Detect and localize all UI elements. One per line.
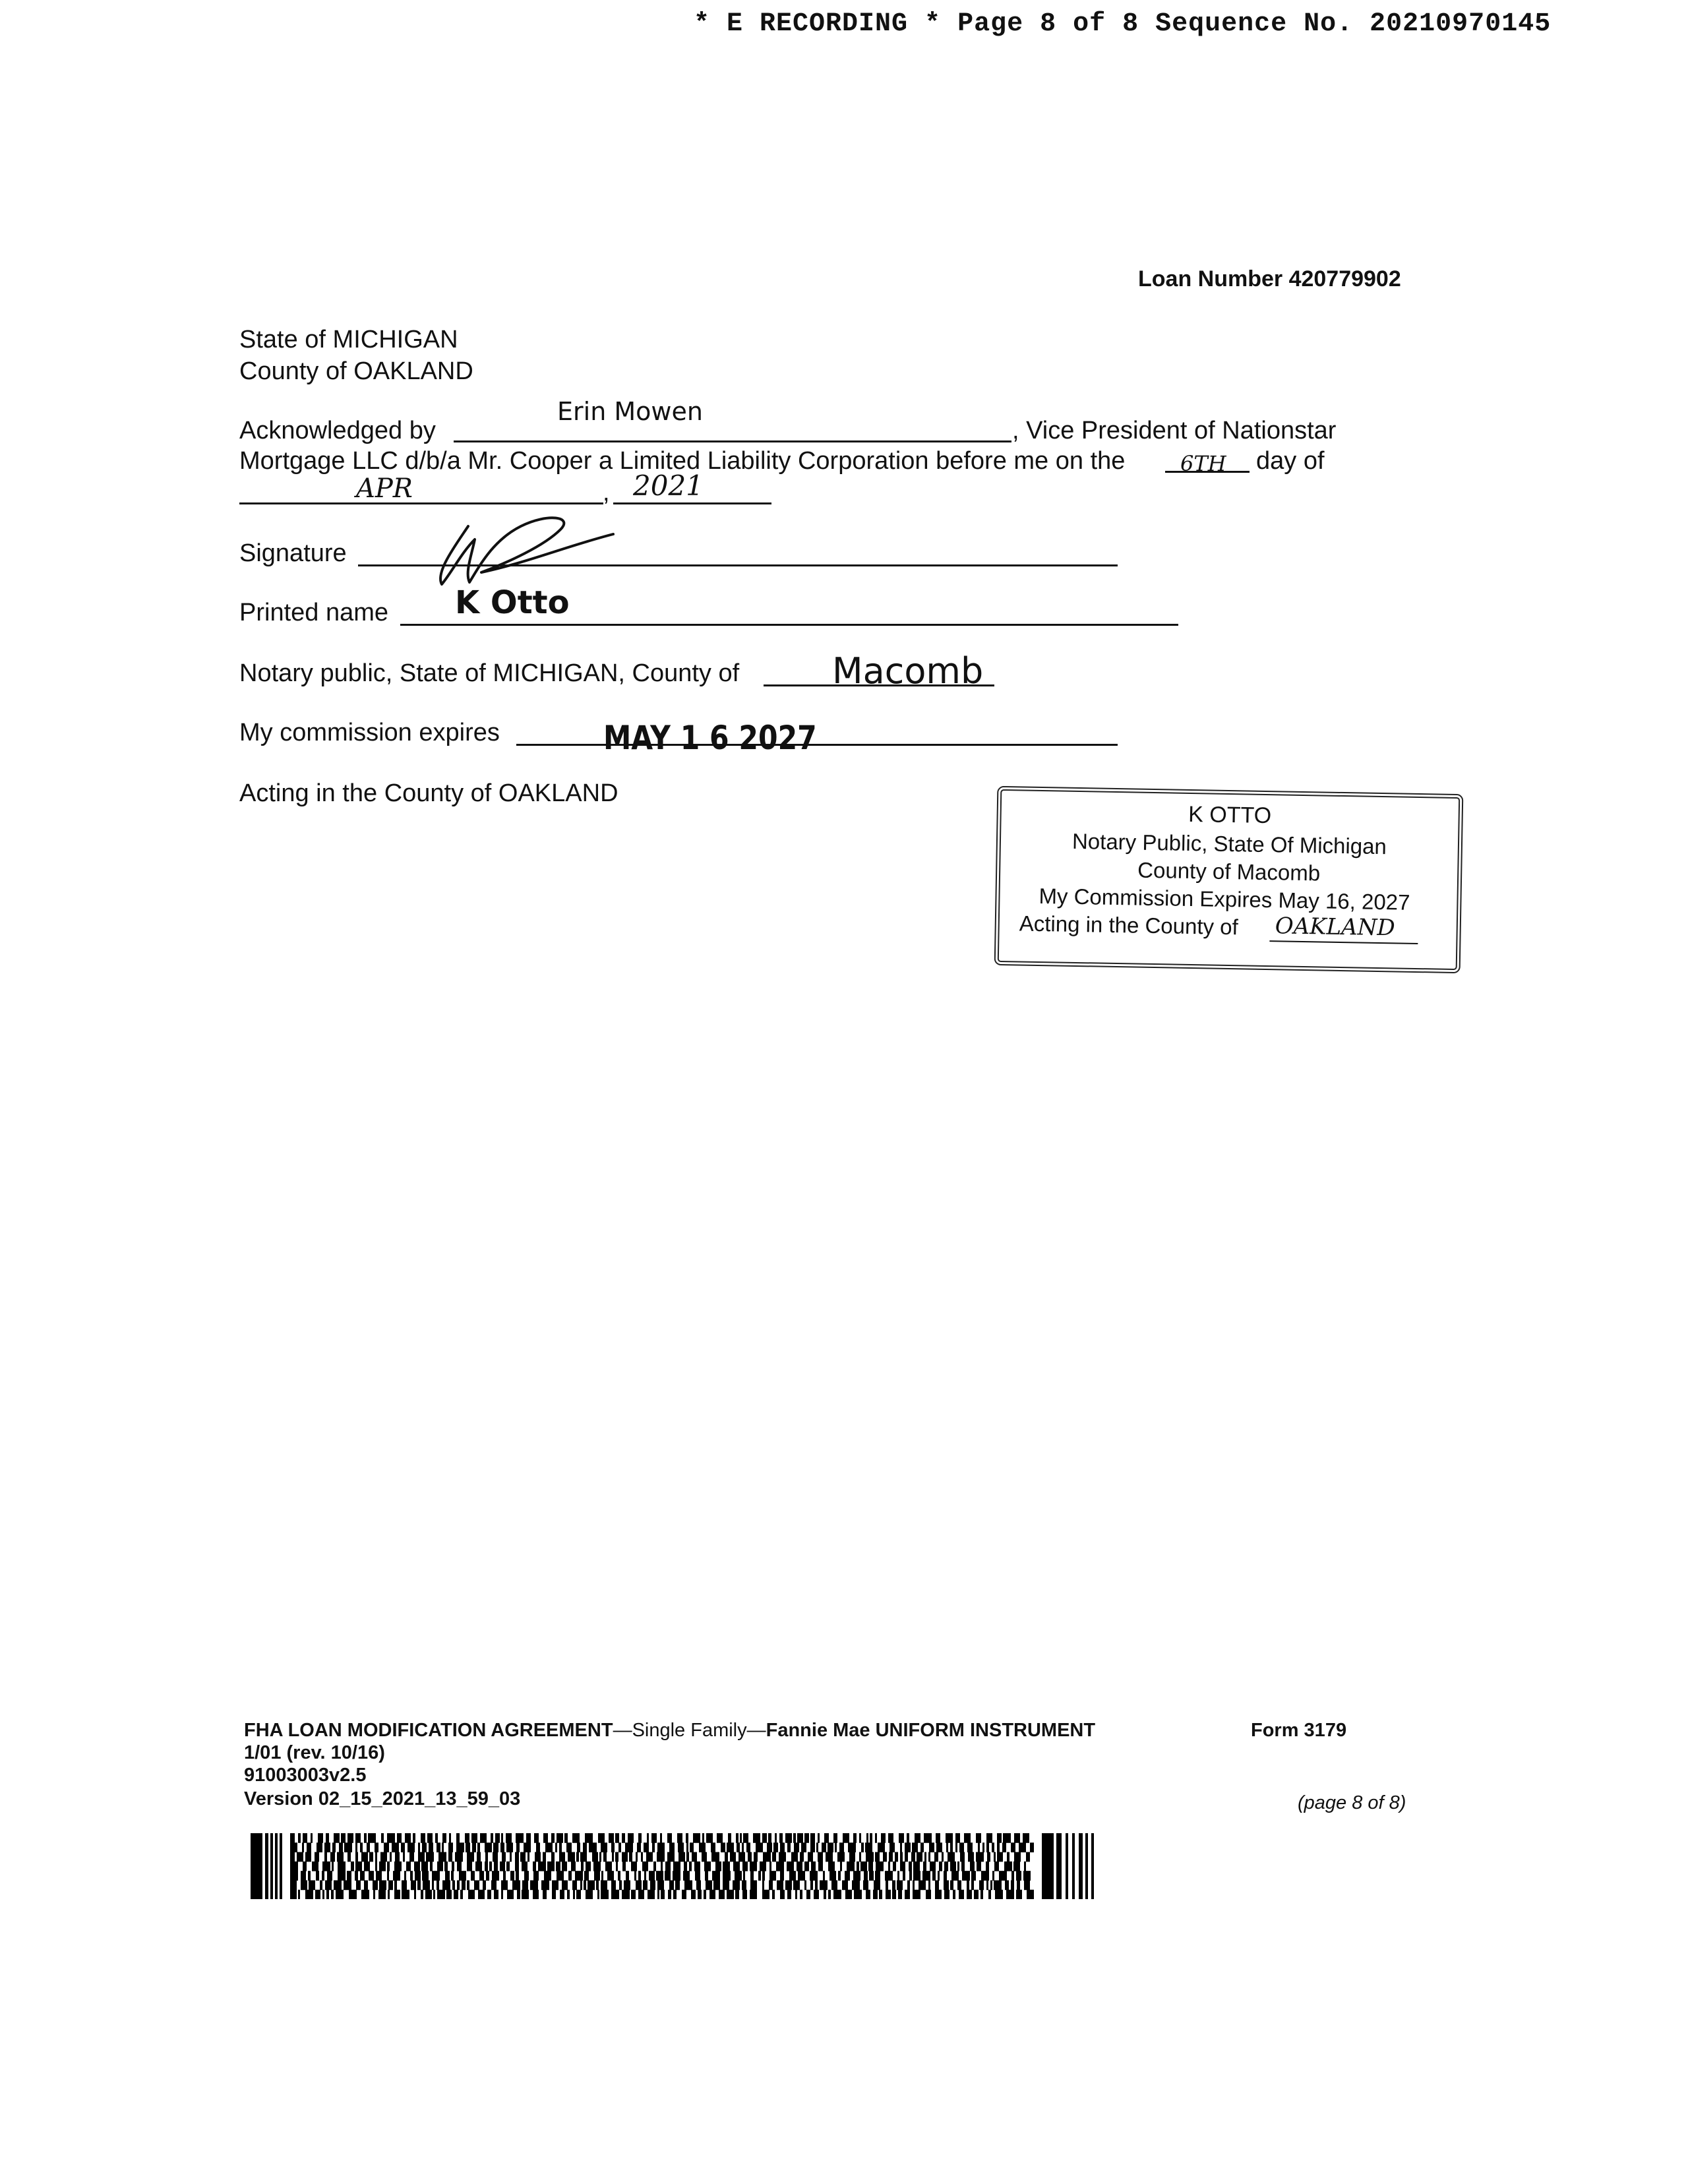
venue-state: State of MICHIGAN: [239, 326, 458, 353]
stamp-county: OAKLAND: [1275, 913, 1396, 942]
acknowledgment-line2: Mortgage LLC d/b/a Mr. Cooper a Limited Liability Corporation before me on the: [239, 447, 1126, 475]
signer-title: , Vice President of Nationstar: [1012, 417, 1337, 444]
commission-date: MAY 1 6 2027: [603, 719, 817, 757]
footer-rev: 1/01 (rev. 10/16): [244, 1742, 385, 1763]
footer-code: 91003003v2.5: [244, 1765, 367, 1786]
footer-title-part2: —Single Family—: [613, 1720, 766, 1741]
stamp-name: K OTTO: [1188, 801, 1272, 829]
notary-stamp: [994, 786, 1464, 973]
footer-title-part1: FHA LOAN MODIFICATION AGREEMENT: [244, 1720, 613, 1741]
signer-line: [454, 440, 1011, 442]
venue-county: County of OAKLAND: [239, 357, 473, 385]
day-value: 6TH: [1180, 451, 1226, 476]
stamp-line1: Notary Public, State Of Michigan: [1071, 828, 1387, 859]
footer-title-part3: Fannie Mae UNIFORM INSTRUMENT: [766, 1720, 1096, 1741]
recording-header: * E RECORDING * Page 8 of 8 Sequence No. 20210970145: [694, 9, 1552, 39]
month-comma: ,: [603, 479, 610, 506]
printed-name-label: Printed name: [239, 599, 389, 626]
printed-name-value: K Otto: [455, 584, 570, 621]
pdf417-barcode: [251, 1833, 1096, 1899]
printed-name-line: [400, 624, 1178, 626]
year-line: [613, 502, 771, 504]
signer-name: Erin Mowen: [557, 397, 703, 426]
footer-title: [244, 1720, 1095, 1742]
footer-version: Version 02_15_2021_13_59_03: [244, 1788, 521, 1809]
footer-form: Form 3179: [1251, 1720, 1347, 1741]
stamp-line2: County of Macomb: [1137, 857, 1321, 886]
year-value: 2021: [633, 470, 704, 502]
day-of-label: day of: [1256, 447, 1325, 475]
stamp-line3: My Commission Expires May 16, 2027: [1039, 883, 1410, 915]
stamp-line4: Acting in the County of: [1019, 911, 1239, 940]
notary-public-label: Notary public, State of MICHIGAN, County of: [239, 659, 740, 687]
commission-label: My commission expires: [239, 719, 500, 746]
signature-label: Signature: [239, 539, 347, 567]
stamp-county-line: [1269, 940, 1418, 944]
footer-page: (page 8 of 8): [1298, 1792, 1406, 1813]
handwritten-signature: [396, 500, 633, 592]
month-value: APR: [356, 473, 413, 504]
acting-county: Acting in the County of OAKLAND: [239, 779, 618, 807]
loan-number: Loan Number 420779902: [1138, 266, 1401, 291]
acknowledged-by-label: Acknowledged by: [239, 417, 436, 444]
notary-county-value: Macomb: [832, 650, 984, 692]
